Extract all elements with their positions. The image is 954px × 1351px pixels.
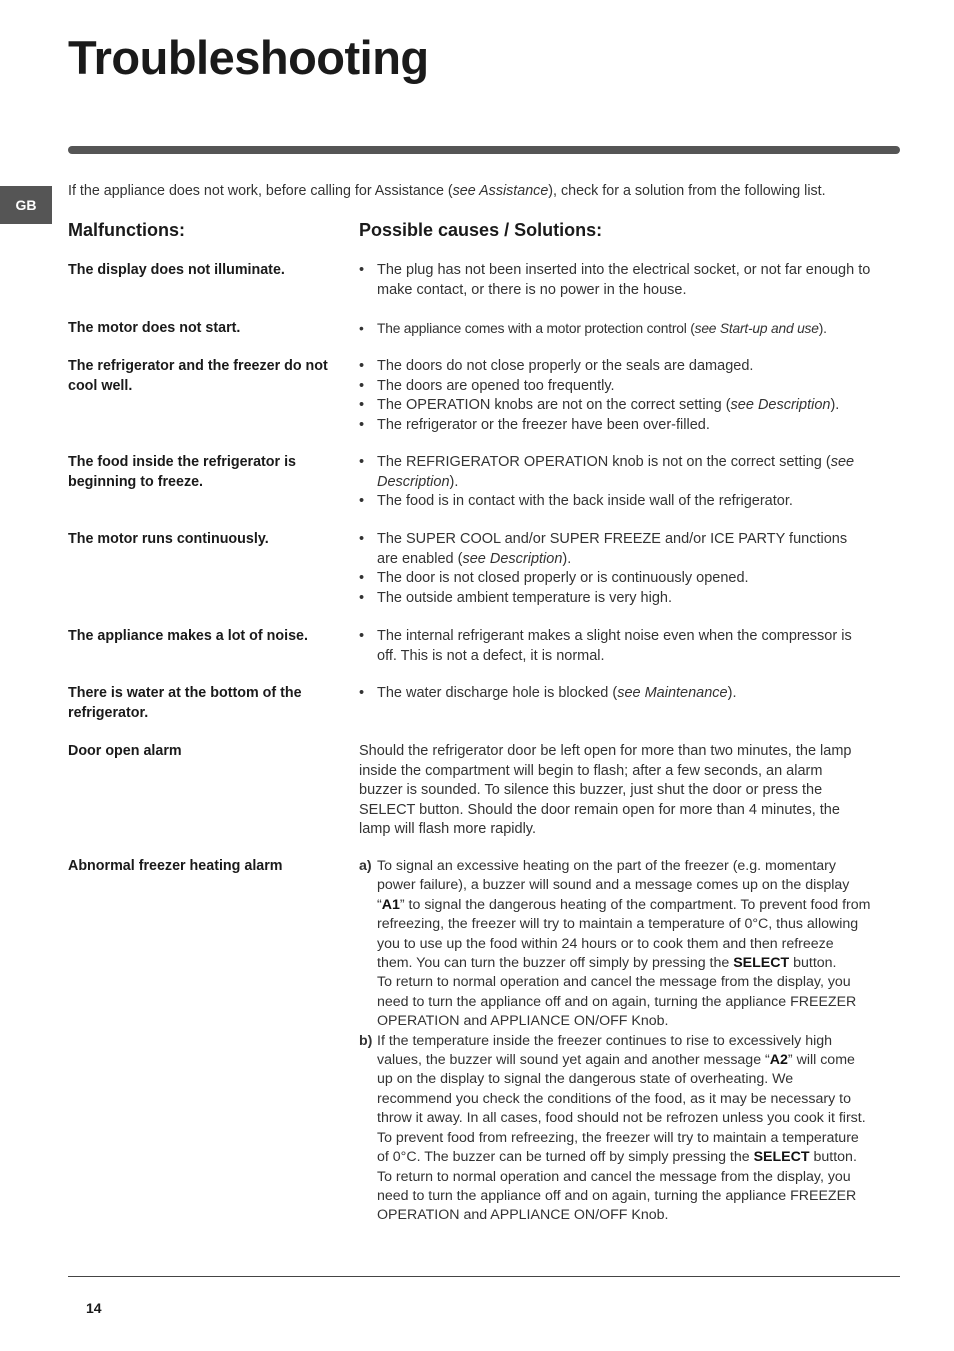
- malfunction-label: The refrigerator and the freezer do not cool well.: [68, 358, 328, 394]
- footer-divider: [68, 1276, 900, 1277]
- intro-text: If the appliance does not work, before calling for Assistance (see Assistance), check for a solution from the following list.: [68, 183, 826, 199]
- solutions-header: Possible causes / Solutions:: [359, 220, 603, 240]
- cause-list: [359, 530, 871, 608]
- page-title: Troubleshooting: [68, 31, 429, 84]
- malfunction-label: Abnormal freezer heating alarm: [68, 858, 283, 874]
- cause-list: [359, 357, 871, 435]
- cause-item: • The refrigerator or the freezer have been over-filled.: [359, 416, 710, 433]
- malfunction-label: There is water at the bottom of the refrigerator.: [68, 685, 302, 721]
- door-alarm-text: Should the refrigerator door be left open for more than two minutes, the lamp inside the compartment will begin to flash; after a few seconds, an alarm buzzer is sounded. To silence this buzzer, just shut the door or press the SELECT button. Should the door remain open for more than 4 minutes, the lamp will flash more rapidly.: [359, 743, 852, 837]
- cause-item: • The OPERATION knobs are not on the correct setting (see Description).: [359, 397, 840, 413]
- cause-item: • The outside ambient temperature is very high.: [359, 589, 672, 606]
- alarm-item-b: b) If the temperature inside the freezer continues to rise to excessively high values, the buzzer will sound yet again and another message “A2” will come up on the display to signal the dangerous state of overheating. We recommend you check the conditions of the food, as it may be necessary to throw it away. In all cases, food should not be refrozen unless you cook it first. To prevent food from refreezing, the freezer will try to maintain a temperature of 0°C. The buzzer can be turned off by simply pressing the SELECT button. To return to normal operation and cancel the message from the display, you need to turn the appliance off and on again, turning the appliance FREEZER OPERATION and APPLIANCE ON/OFF Knob.: [359, 1032, 866, 1224]
- malfunction-label: Door open alarm: [68, 743, 182, 759]
- malfunctions-header: Malfunctions:: [68, 220, 185, 240]
- language-tab: GB: [0, 186, 52, 224]
- title-divider: [68, 146, 900, 154]
- alarm-item-a: a) To signal an excessive heating on the part of the freezer (e.g. momentary power failure), a buzzer will sound and a message comes up on the display “A1” to signal the dangerous heating of the compartment. To prevent food from refreezing, the freezer will try to maintain a temperature of 0°C, thus allowing you to use up the food within 24 hours or to cook them and then refreeze them. You can turn the buzzer off simply by pressing the SELECT button. To return to normal operation and cancel the message from the display, you need to turn the appliance off and on again, turning the appliance FREEZER OPERATION and APPLIANCE ON/OFF Knob.: [359, 858, 871, 1030]
- cause-item: • The appliance comes with a motor protection control (see Start-up and use).: [359, 321, 827, 336]
- cause-list: [359, 261, 871, 300]
- page-number: 14: [86, 1300, 102, 1316]
- malfunction-label: The food inside the refrigerator is beginning to freeze.: [68, 454, 296, 490]
- malfunction-label: The motor runs continuously.: [68, 531, 269, 547]
- cause-item: • The door is not closed properly or is continuously opened.: [359, 570, 749, 586]
- malfunction-label: The display does not illuminate.: [68, 262, 285, 278]
- cause-item: • The REFRIGERATOR OPERATION knob is not on the correct setting (see Description).: [359, 454, 855, 490]
- cause-list: [359, 319, 871, 339]
- cause-item: • The food is in contact with the back inside wall of the refrigerator.: [359, 493, 793, 509]
- cause-item: • The water discharge hole is blocked (see Maintenance).: [359, 685, 737, 701]
- cause-item: • The plug has not been inserted into the electrical socket, or not far enough to make contact, or there is no power in the house.: [359, 262, 871, 298]
- freezer-alarm-text: [359, 857, 871, 1226]
- cause-list: [359, 684, 871, 704]
- malfunction-label: The motor does not start.: [68, 320, 241, 336]
- cause-item: • The doors do not close properly or the seals are damaged.: [359, 358, 754, 374]
- cause-item: • The doors are opened too frequently.: [359, 377, 615, 394]
- cause-list: [359, 627, 871, 666]
- cause-item: • The SUPER COOL and/or SUPER FREEZE and/or ICE PARTY functions are enabled (see Description).: [359, 531, 848, 567]
- cause-list: [359, 453, 871, 512]
- malfunction-label: The appliance makes a lot of noise.: [68, 628, 308, 644]
- cause-item: • The internal refrigerant makes a slight noise even when the compressor is off. This is not a defect, it is normal.: [359, 628, 852, 664]
